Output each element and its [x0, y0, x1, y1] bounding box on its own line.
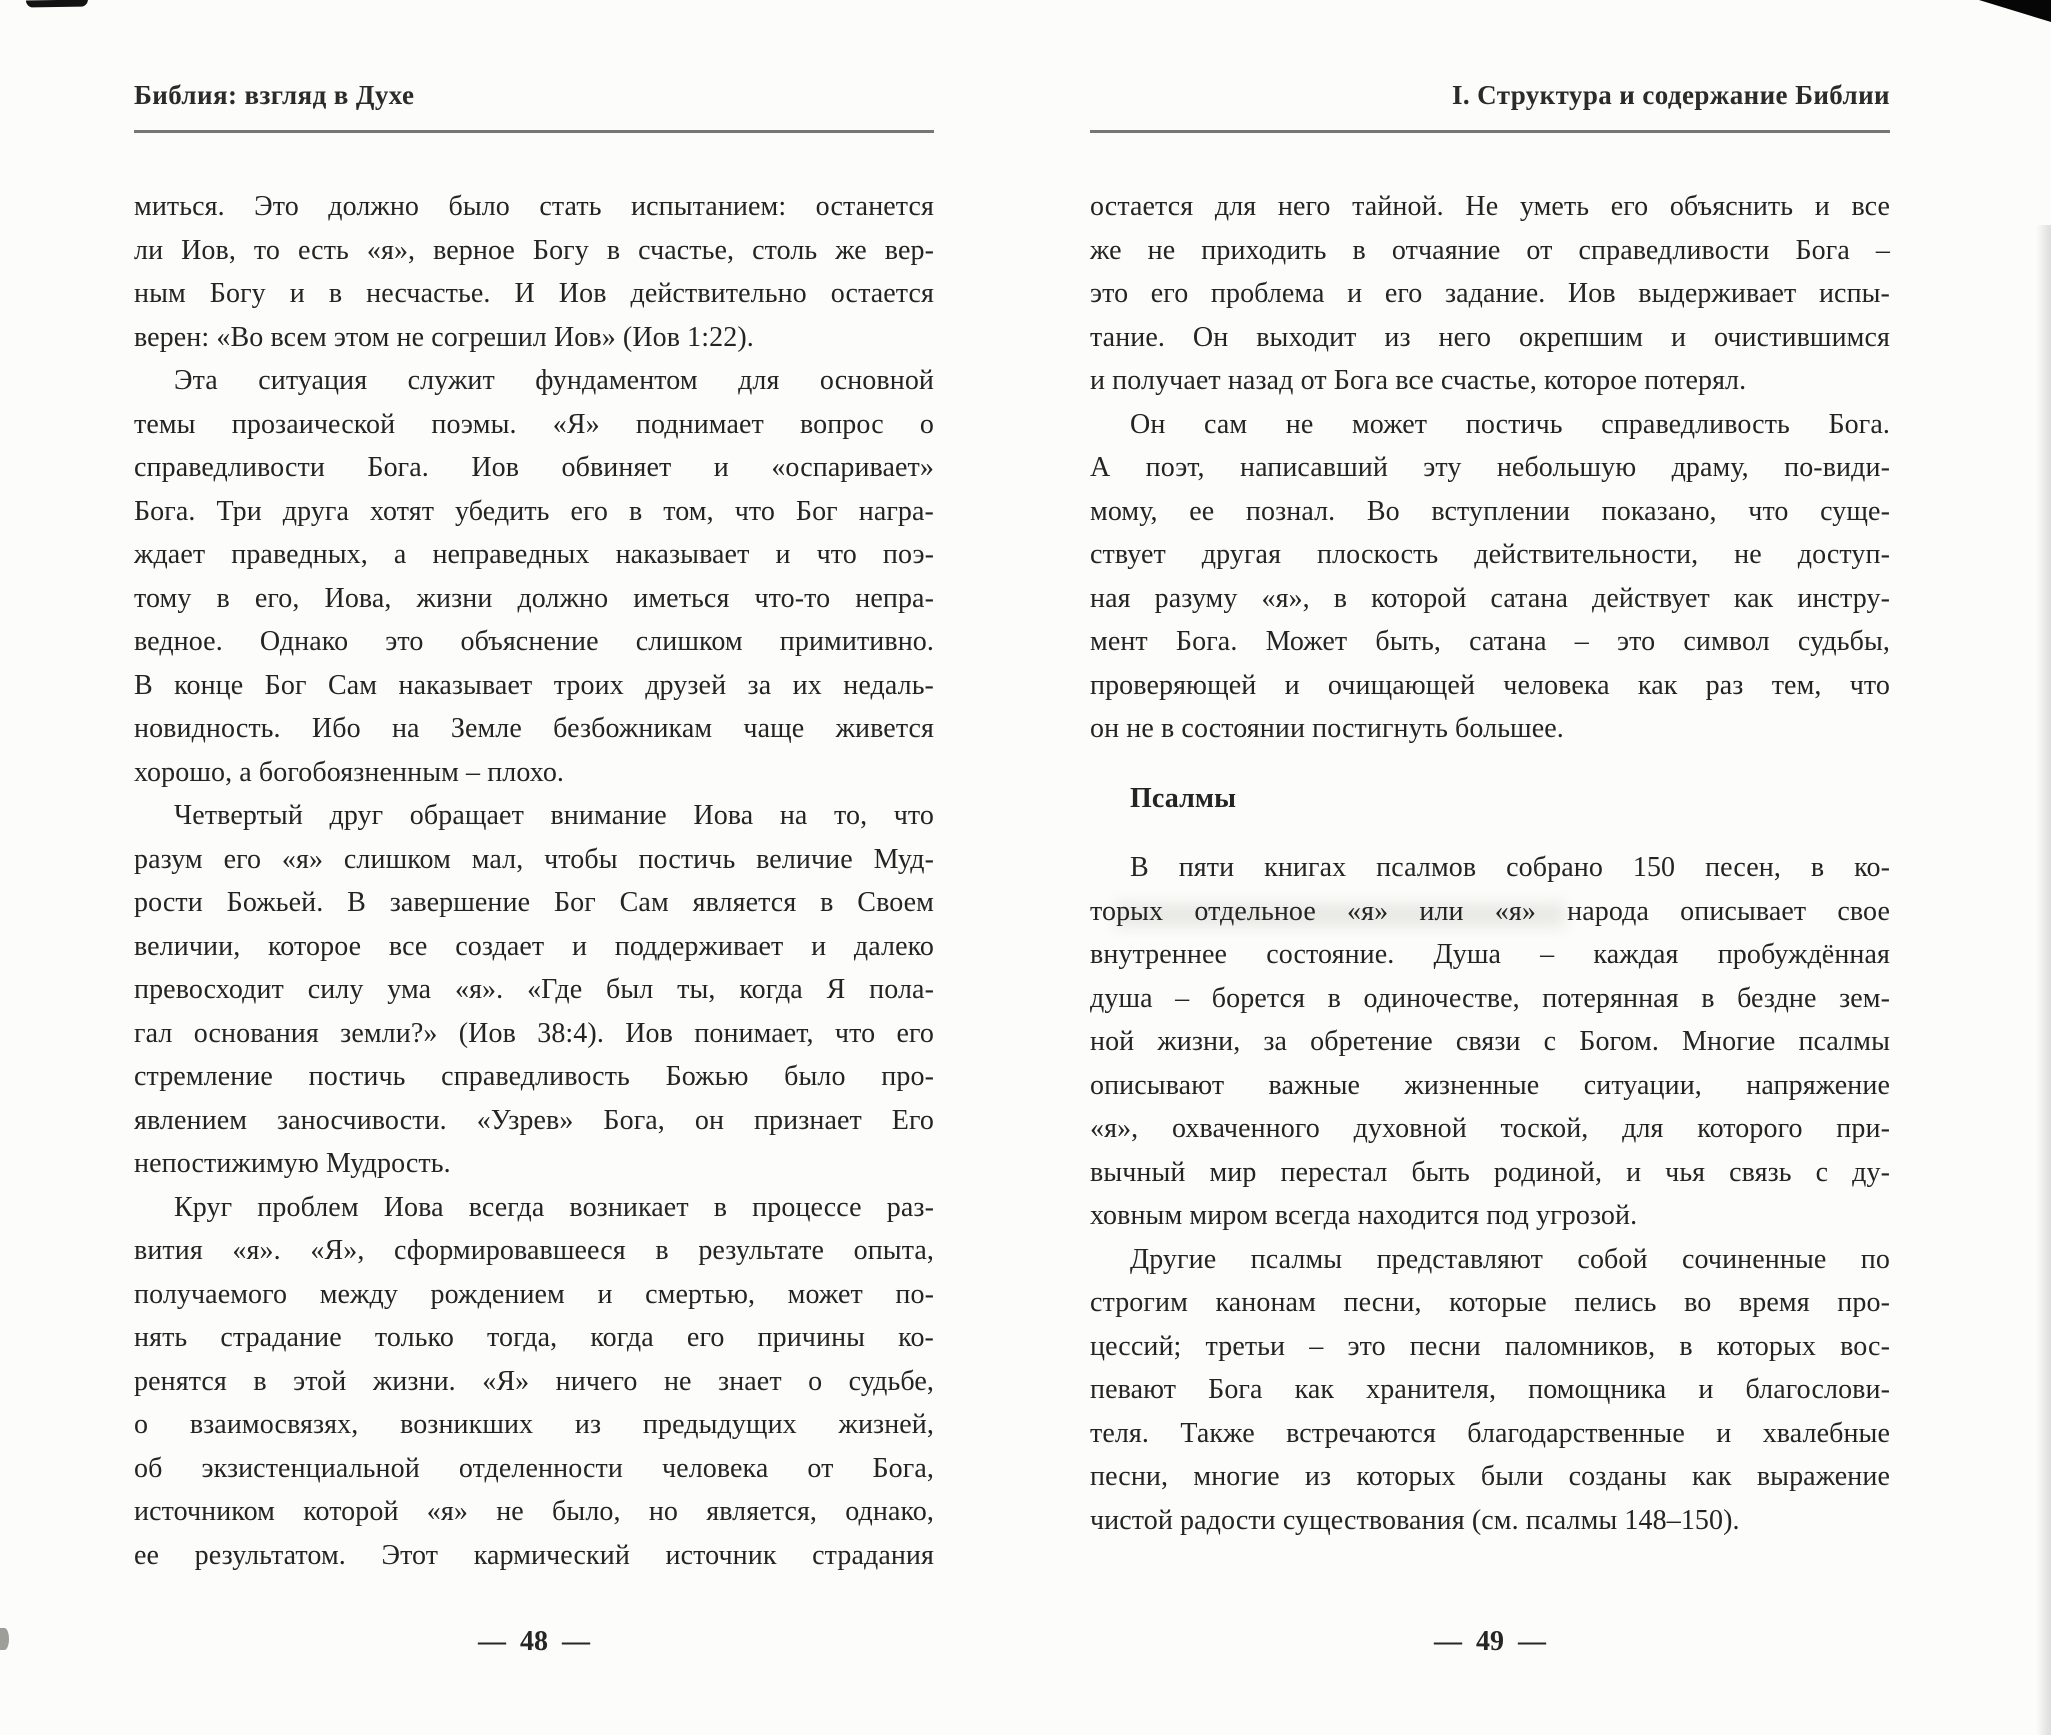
page-left-body: [134, 185, 934, 1577]
running-head-right: I. Структура и содержание Библии: [1451, 80, 1890, 110]
text-line: внутреннее состояние. Душа – каждая пробуждённая: [1090, 939, 1890, 970]
text-line: описывают важные жизненные ситуации, напряжение: [1090, 1069, 1890, 1101]
scan-artifact-top-right: [1979, 0, 2051, 22]
text-line: «я», охваченного духовной тоской, для которого при-: [1090, 1113, 1890, 1144]
page-left: [134, 0, 934, 1735]
text-line: мент Бога. Может быть, сатана – это символ судьбы,: [1090, 626, 1890, 657]
text-line: ждает праведных, а неправедных наказывает и что поэ-: [134, 539, 934, 570]
text-line: песни, многие из которых были созданы как выражение: [1090, 1461, 1890, 1492]
text-line: ховным миром всегда находится под угрозой.: [1090, 1200, 1638, 1231]
text-line: душа – борется в одиночестве, потерянная в бездне зем-: [1090, 982, 1890, 1014]
text-line: ее результатом. Этот кармический источник страдания: [134, 1539, 934, 1571]
text-line: это его проблема и его задание. Иов выдерживает испы-: [1090, 278, 1890, 309]
text-line: певают Бога как хранителя, помощника и благослови-: [1090, 1374, 1890, 1405]
page-number-right: — 49 —: [1434, 1626, 1546, 1657]
scan-artifact-top-left: [26, 0, 88, 8]
text-line: ренятся в этой жизни. «Я» ничего не знает о судьбе,: [134, 1365, 934, 1397]
text-line: темы прозаической поэмы. «Я» поднимает вопрос о: [134, 408, 934, 440]
text-line: величии, которое все создает и поддерживает и далеко: [134, 930, 934, 962]
text-line: гал основания земли?» (Иов 38:4). Иов понимает, что его: [134, 1017, 934, 1049]
text-line: Бога. Три друга хотят убедить его в том, что Бог награ-: [134, 495, 934, 527]
text-line: чистой радости существования (см. псалмы 148–150).: [1090, 1504, 1740, 1536]
text-line: В пяти книгах псалмов собрано 150 песен, в ко-: [1130, 852, 1890, 883]
text-line: источником которой «я» не было, но является, однако,: [134, 1496, 934, 1527]
running-head-left: Библия: взгляд в Духе: [134, 80, 415, 110]
text-line: непостижимую Мудрость.: [134, 1148, 451, 1179]
text-line: ствует другая плоскость действительности, не доступ-: [1090, 539, 1890, 570]
text-line: Он сам не может постичь справедливость Бога.: [1130, 408, 1890, 440]
text-line: хорошо, а богобоязненным – плохо.: [134, 756, 565, 788]
text-line: А поэт, написавший эту небольшую драму, по-види-: [1090, 452, 1890, 483]
text-line: нять страдание только тогда, когда его причины ко-: [134, 1322, 934, 1353]
text-line: явлением заносчивости. «Узрев» Бога, он признает Его: [134, 1104, 934, 1136]
text-line: новидность. Ибо на Земле безбожникам чаще живется: [134, 713, 934, 744]
text-line: вычный мир перестал быть родиной, и чья связь с ду-: [1090, 1156, 1890, 1188]
text-line: торых отдельное «я» или «я» народа описывает свое: [1090, 895, 1890, 927]
text-line: о взаимосвязях, возникших из предыдущих жизней,: [134, 1409, 934, 1440]
text-line: стремление постичь справедливость Божью было про-: [134, 1061, 934, 1092]
page-right: [1090, 0, 1890, 1735]
text-line: ная разуму «я», в которой сатана действует как инстру-: [1090, 582, 1890, 614]
page-number-left: — 48 —: [478, 1626, 590, 1657]
text-line: верен: «Во всем этом не согрешил Иов» (Иов 1:22).: [134, 321, 754, 353]
text-line: проверяющей и очищающей человека как раз тем, что: [1090, 669, 1890, 701]
text-line: превосходит силу ума «я». «Где был ты, когда Я пола-: [134, 974, 934, 1005]
header-rule-right: [1090, 130, 1890, 133]
header-rule-left: [134, 130, 934, 133]
text-line: вития «я». «Я», сформировавшееся в результате опыта,: [134, 1235, 934, 1266]
text-line: мому, ее познал. Во вступлении показано, что суще-: [1090, 495, 1890, 527]
section-heading: Псалмы: [1130, 782, 1237, 814]
text-line: Четвертый друг обращает внимание Иова на то, что: [174, 800, 934, 831]
text-line: теля. Также встречаются благодарственные и хвалебные: [1090, 1417, 1890, 1449]
text-line: Круг проблем Иова всегда возникает в процессе раз-: [174, 1191, 934, 1223]
text-line: рости Божьей. В завершение Бог Сам является в Своем: [134, 887, 934, 918]
text-line: об экзистенциальной отделенности человека от Бога,: [134, 1452, 934, 1484]
scan-edge-shadow-right: [2036, 225, 2051, 1735]
text-line: тому в его, Иова, жизни должно иметься что-то непра-: [134, 582, 934, 614]
text-line: миться. Это должно было стать испытанием: останется: [134, 191, 934, 222]
text-line: разум его «я» слишком мал, чтобы постичь величие Муд-: [134, 843, 934, 875]
page-right-body: [1090, 185, 1890, 1542]
text-line: Другие псалмы представляют собой сочиненные по: [1130, 1243, 1890, 1275]
scan-artifact-bottom-left: [0, 1628, 9, 1650]
text-line: же не приходить в отчаяние от справедливости Бога –: [1090, 234, 1890, 266]
text-line: ным Богу и в несчастье. И Иов действительно остается: [134, 278, 934, 309]
text-line: В конце Бог Сам наказывает троих друзей за их недаль-: [134, 669, 934, 701]
text-line: ной жизни, за обретение связи с Богом. Многие псалмы: [1090, 1026, 1890, 1057]
text-line: тание. Он выходит из него окрепшим и очистившимся: [1090, 321, 1890, 353]
text-line: и получает назад от Бога все счастье, которое потерял.: [1090, 365, 1747, 396]
text-line: цессий; третьи – это песни паломников, в которых вос-: [1090, 1330, 1890, 1362]
text-line: Эта ситуация служит фундаментом для основной: [174, 365, 934, 396]
text-line: справедливости Бога. Иов обвиняет и «оспаривает»: [134, 452, 934, 483]
text-line: получаемого между рождением и смертью, может по-: [134, 1278, 934, 1310]
text-line: строгим канонам песни, которые пелись во время про-: [1090, 1287, 1890, 1318]
text-line: он не в состоянии постигнуть большее.: [1090, 713, 1564, 744]
text-line: ли Иов, то есть «я», верное Богу в счастье, столь же вер-: [134, 234, 934, 266]
text-line: остается для него тайной. Не уметь его объяснить и все: [1090, 191, 1890, 222]
text-line: ведное. Однако это объяснение слишком примитивно.: [134, 626, 934, 657]
